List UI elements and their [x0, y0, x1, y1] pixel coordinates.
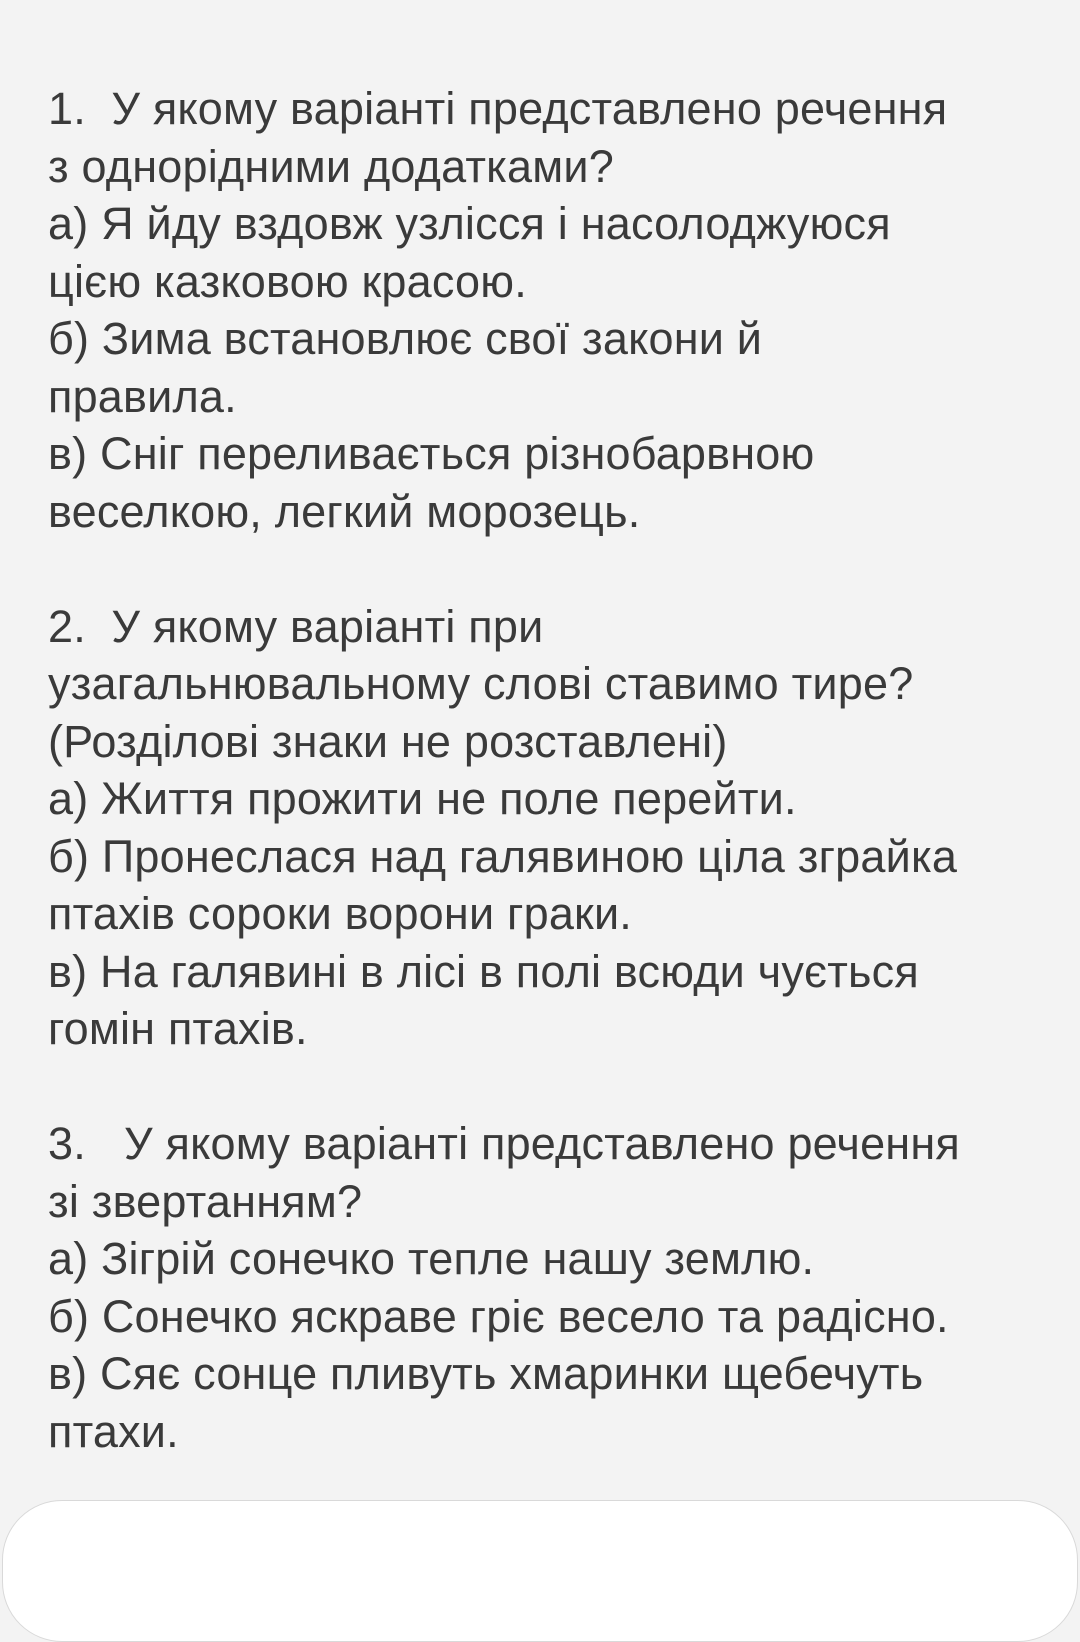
question-3-option-c-cont: птахи.: [48, 1405, 179, 1457]
question-3: [48, 1115, 1048, 1460]
question-2-option-c: в) На галявині в лісі в полі всюди чується: [48, 945, 919, 997]
question-1-line: 1. У якому варіанті представлено речення: [48, 83, 948, 134]
question-text-block: [48, 80, 1048, 1460]
spacer: [48, 1058, 1048, 1116]
question-1-option-b-cont: правила.: [48, 370, 237, 422]
question-2-note: (Розділові знаки не розставлені): [48, 715, 728, 767]
question-1-line: з однорідними додатками?: [48, 140, 614, 192]
spacer: [48, 540, 1048, 598]
question-2-option-b-cont: птахів сороки ворони граки.: [48, 888, 632, 939]
question-1-option-b: б) Зима встановлює свої закони й: [48, 313, 763, 364]
bottom-sheet-card[interactable]: [2, 1500, 1078, 1642]
question-1-option-a: а) Я йду вздовж узлісся і насолоджуюся: [48, 198, 891, 249]
question-2-option-a: а) Життя прожити не поле перейти.: [48, 773, 797, 824]
question-1-option-c: в) Сніг переливається різнобарвною: [48, 428, 815, 479]
question-2-option-c-cont: гомін птахів.: [48, 1003, 308, 1054]
question-2: [48, 598, 1048, 1058]
question-3-line: зі звертанням?: [48, 1175, 363, 1227]
question-1: [48, 80, 1048, 540]
question-3-option-c: в) Сяє сонце пливуть хмаринки щебечуть: [48, 1348, 924, 1399]
question-3-option-a: а) Зігрій сонечко тепле нашу землю.: [48, 1233, 815, 1284]
question-2-line: узагальнювальному слові ставимо тире?: [48, 658, 914, 709]
question-3-line: 3. У якому варіанті представлено речення: [48, 1118, 960, 1169]
question-3-option-b: б) Сонечко яскраве гріє весело та радісно.: [48, 1290, 949, 1342]
question-2-line: 2. У якому варіанті при: [48, 600, 544, 652]
question-1-option-a-cont: цією казковою красою.: [48, 255, 527, 307]
question-2-option-b: б) Пронеслася над галявиною ціла зграйка: [48, 830, 958, 882]
question-1-option-c-cont: веселкою, легкий морозець.: [48, 485, 641, 537]
